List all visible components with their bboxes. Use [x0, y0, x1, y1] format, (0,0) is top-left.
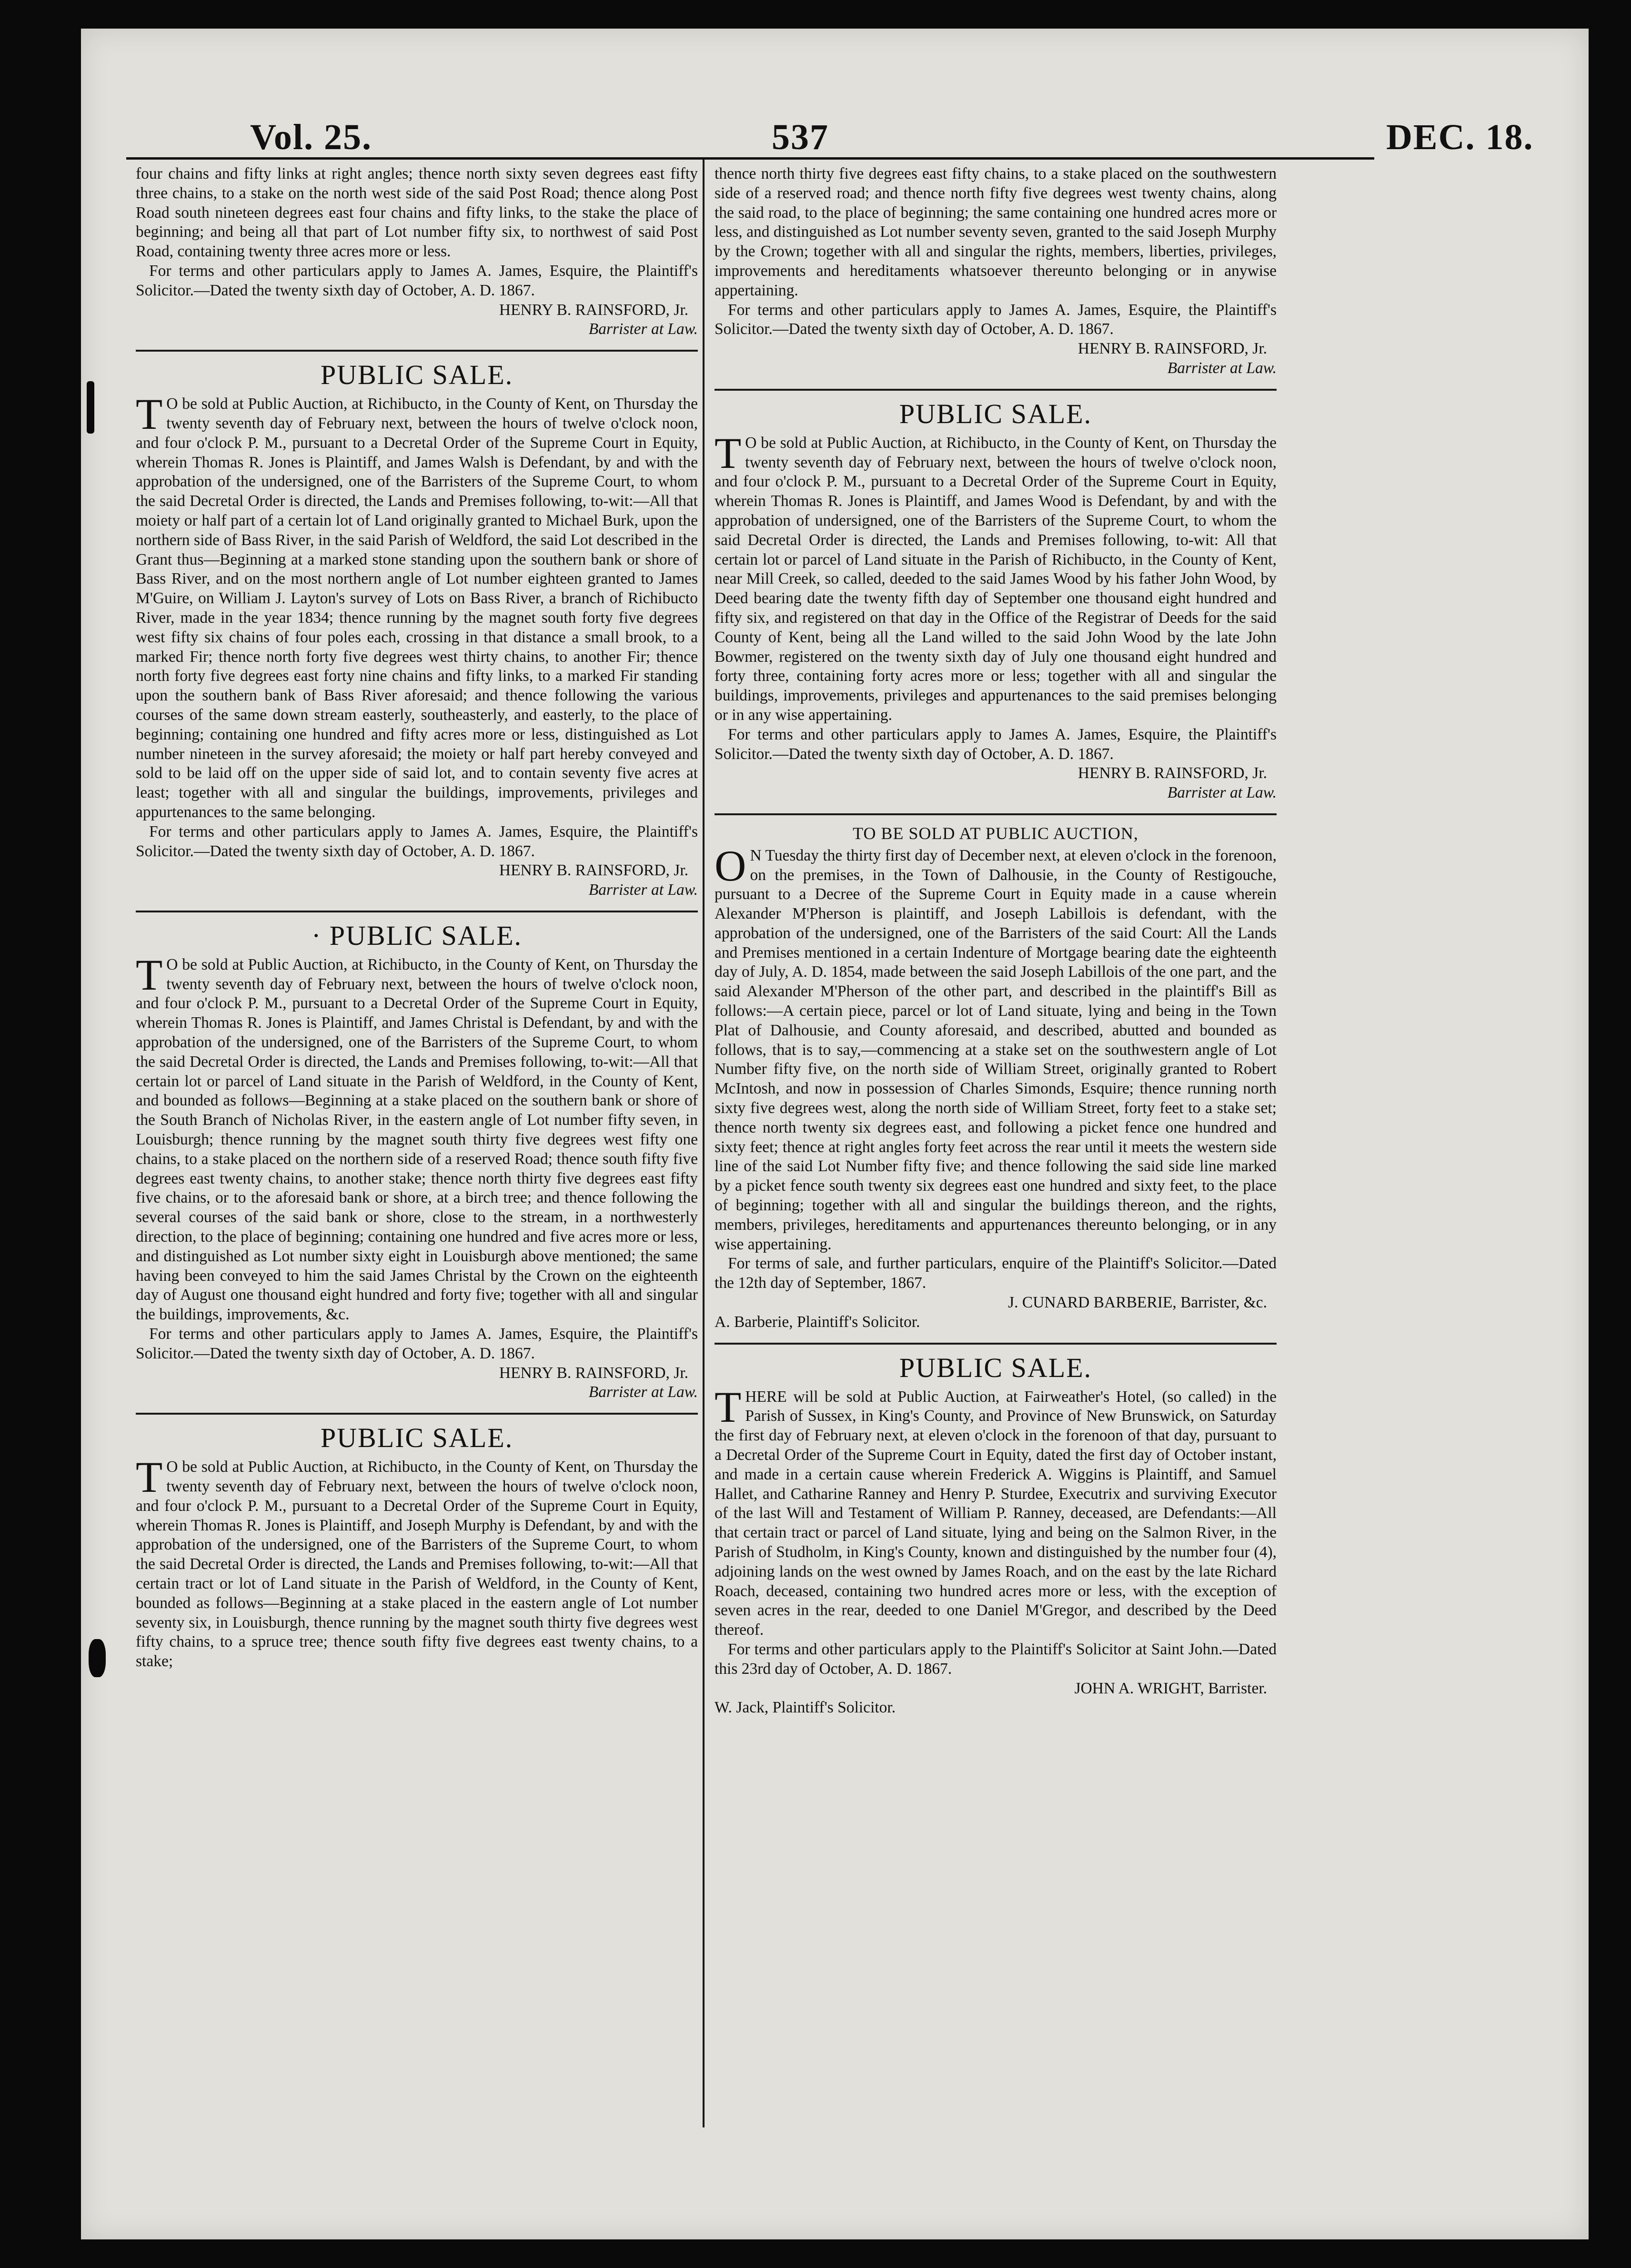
section-rule [715, 813, 1277, 815]
notice-body: TO be sold at Public Auction, at Richibucto, in the County of Kent, on Thursday the twenty seventh day of February next, between the hours of twelve o'clock noon, and four o'clock P. M., pursuant to a Decretal Order of the Supreme Court in Equity, wherein Thomas R. Jones is Plaintiff, and James Christal is Defendant, by and with the approbation of the undersigned, one of the Barristers of the Supreme Court, to whom the said Decretal Order is directed, the Lands and Premises following, to-wit:—All that certain lot or parcel of Land situate in the Parish of Weldford, in the County of Kent, and bounded as follows—Beginning at a stake placed on the southern bank or shore of the South Branch of Nicholas River, in the eastern angle of Lot number fifty seven, in Louisburgh; thence running by the magnet south thirty five degrees west fifty one chains, to a stake placed on the northern side of a reserved Road; thence south fifty five degrees east twenty chains, to another stake; thence north thirty five degrees east fifty five chains, or to the aforesaid bank or shore, at a birch tree; and thence following the several courses of the said bank or shore, close to the stream, in a northwesterly direction, to the place of beginning; containing one hundred and five acres more or less, and distinguished as Lot number sixty eight in Louisburgh above mentioned; the same having been conveyed to him the said James Christal by the Crown on the eighteenth day of August one thousand eight hundred and forty five; together with all and singular the buildings, improvements, &c. [136, 950, 698, 1324]
signature: HENRY B. RAINSFORD, Jr. [1077, 340, 1267, 358]
section-rule [715, 389, 1277, 391]
notice-heading: PUBLIC SALE. [320, 1422, 513, 1454]
solicitor-line: W. Jack, Plaintiff's Solicitor. [715, 1699, 896, 1717]
page-header [81, 29, 1589, 186]
signature-title: Barrister at Law. [588, 881, 698, 899]
notice-walsh [136, 360, 698, 900]
terms-text: For terms and other particulars apply to James A. James, Esquire, the Plaintiff's Solicitor.—Dated the twenty sixth day of October, A. D. 1867. [136, 262, 698, 299]
binding-mark [89, 1639, 106, 1677]
notice-wiggins [715, 1353, 1277, 1718]
continued-text: thence north thirty five degrees east fifty chains, to a stake placed on the southwestern side of a reserved road; and thence north fifty five degrees west twenty chains, along the said road, to the place of beginning; the same containing one hundred acres more or less, and distinguished as Lot number seventy seven, granted to the said Joseph Murphy by the Crown; together with all and singular the rights, members, liberties, privileges, improvements and hereditaments whatsoever thereunto belonging or in anywise appertaining. [715, 165, 1277, 299]
notice-christal [136, 921, 698, 1402]
notice-murphy [136, 1423, 698, 1671]
signature-title: Barrister at Law. [588, 1383, 698, 1401]
notice-heading: · PUBLIC SALE. [311, 920, 523, 951]
binding-mark [87, 381, 94, 434]
left-column [136, 164, 698, 1671]
terms-text: For terms and other particulars apply to James A. James, Esquire, the Plaintiff's Solicitor.—Dated the twenty sixth day of October, A. D. 1867. [715, 725, 1277, 763]
signature: HENRY B. RAINSFORD, Jr. [499, 861, 688, 880]
notice-heading: PUBLIC SALE. [899, 1352, 1092, 1383]
issue-date: DEC. 18. [1386, 117, 1534, 157]
column-divider [703, 160, 705, 2127]
notice-body: ON Tuesday the thirty first day of December next, at eleven o'clock in the forenoon, on the premises, in the Town of Dalhousie, in the County of Restigouche, pursuant to a Decree of the Supreme Court in Equity made in a cause wherein Alexander M'Pherson is plaintiff, and Joseph Labillois is defendant, with the approbation of the undersigned, one of the Barristers of the said Court: All the Lands and Premises mentioned in a certain Indenture of Mortgage bearing date the eighteenth day of July, A. D. 1854, made between the said Joseph Labillois of the one part, and the said Alexander M'Pherson of the other part, and described in the plaintiff's Bill as follows:—A certain piece, parcel or lot of Land situate, lying and being in the Town Plat of Dalhousie, and County aforesaid, and described, abutted and bounded as follows, that is to say,—commencing at a stake set on the southwestern angle of Lot Number fifty five, on the north side of William Street, originally granted to Robert McIntosh, and now in possession of Charles Simonds, Esquire; thence running north sixty five degrees west, along the north side of William Street, forty feet to a stake set; thence north twenty six degrees east, and following a picket fence one hundred and sixty feet; thence at right angles forty feet across the rear until it meets the western side line of the said Lot Number fifty five; and thence following the said side line marked by a picket fence south twenty six degrees east one hundred and sixty feet, to the place of beginning; together with all and singular the buildings thereon, and the rights, members, privileges, hereditaments and appurtenances thereunto belonging, or in any wise appertaining. [715, 841, 1277, 1253]
notice-heading: PUBLIC SALE. [320, 359, 513, 391]
section-rule [136, 911, 698, 912]
notice-heading: PUBLIC SALE. [899, 398, 1092, 429]
notice-wood [715, 399, 1277, 803]
notice-heading: TO BE SOLD AT PUBLIC AUCTION, [853, 823, 1138, 843]
terms-text: For terms of sale, and further particulars, enquire of the Plaintiff's Solicitor.—Dated the 12th day of September, 1867. [715, 1255, 1277, 1292]
signature: J. CUNARD BARBERIE, Barrister, &c. [1008, 1294, 1267, 1312]
volume-label: Vol. 25. [250, 117, 373, 157]
signature: HENRY B. RAINSFORD, Jr. [499, 301, 688, 319]
terms-text: For terms and other particulars apply to James A. James, Esquire, the Plaintiff's Solicitor.—Dated the twenty sixth day of October, A. D. 1867. [715, 301, 1277, 338]
terms-text: For terms and other particulars apply to James A. James, Esquire, the Plaintiff's Solicitor.—Dated the twenty sixth day of October, A. D. 1867. [136, 822, 698, 860]
signature: HENRY B. RAINSFORD, Jr. [1077, 764, 1267, 782]
right-column [715, 164, 1277, 1718]
section-rule [136, 350, 698, 352]
signature: HENRY B. RAINSFORD, Jr. [499, 1364, 688, 1382]
notice-body: TO be sold at Public Auction, at Richibucto, in the County of Kent, on Thursday the twenty seventh day of February next, between the hours of twelve o'clock noon, and four o'clock P. M., pursuant to a Decretal Order of the Supreme Court in Equity, wherein Thomas R. Jones is Plaintiff, and Joseph Murphy is Defendant, by and with the approbation of the undersigned, one of the Barristers of the Supreme Court, to whom the said Decretal Order is directed, the Lands and Premises following, to-wit:—All that certain tract or lot of Land situate in the Parish of Weldford, in the County of Kent, bounded as follows—Beginning at a stake placed in the eastern angle of Lot number seventy six, in Louisburgh, thence running by the magnet south thirty five degrees west fifty chains, to a spruce tree; thence south fifty five degrees east twenty chains, to a stake; [136, 1453, 698, 1671]
section-rule [136, 1413, 698, 1415]
notice-body: TO be sold at Public Auction, at Richibucto, in the County of Kent, on Thursday the twenty seventh day of February next, between the hours of twelve o'clock noon, and four o'clock P. M., pursuant to a Decretal Order of the Supreme Court in Equity, wherein Thomas R. Jones is Plaintiff, and James Walsh is Defendant, by and with the approbation of the undersigned, one of the Barristers of the Supreme Court, to whom the said Decretal Order is directed, the Lands and Premises following, to-wit:—All that moiety or half part of a certain lot of Land originally granted to Michael Burk, upon the northern side of Bass River, in the said Parish of Weldford, the said Lot described in the Grant thus—Beginning at a marked stone standing upon the southern bank or shore of Bass River, and on the most northern angle of Lot number eighteen granted to James M'Guire, on William J. Layton's survey of Lots on Bass River, a branch of Richibucto River, made in the year 1834; thence running by the magnet south forty five degrees west fifty six chains of four poles each, crossing in that distance a small brook, to a marked Fir; thence north forty five degrees west thirty chains, to another Fir; thence north forty five degrees east forty nine chains and fifty links, to a marked Fir standing upon the southern bank of Bass River aforesaid; and thence following the various courses of the same down stream easterly, southeasterly, and easterly, to the place of beginning; containing one hundred and fifty acres more or less, distinguished as Lot number nineteen in the survey aforesaid; the moiety or half part hereby conveyed and sold to be laid off on the upper side of said lot, and to contain seventy five acres at least; together with all and singular the buildings, improvements, privileges and appurtenances to the same belonging. [136, 390, 698, 821]
terms-text: For terms and other particulars apply to the Plaintiff's Solicitor at Saint John.—Dated this 23rd day of October, A. D. 1867. [715, 1640, 1277, 1678]
signature-title: Barrister at Law. [1167, 359, 1277, 377]
solicitor-line: A. Barberie, Plaintiff's Solicitor. [715, 1313, 920, 1331]
notice-labillois [715, 824, 1277, 1332]
notice-body: TO be sold at Public Auction, at Richibucto, in the County of Kent, on Thursday the twenty seventh day of February next, between the hours of twelve o'clock noon, and four o'clock P. M., pursuant to a Decretal Order of the Supreme Court in Equity, wherein Thomas R. Jones is Plaintiff, and James Wood is Defendant, by and with the approbation of undersigned, one of the Barristers of the Supreme Court, to whom the said Decretal Order is directed, the Lands and Premises following, to-wit: All that certain lot or parcel of Land situate in the Parish of Richibucto, in the County of Kent, near Mill Creek, so called, deeded to the said James Wood by his father John Wood, by Deed bearing date the twenty fifth day of September one thousand eight hundred and fifty six, and registered on that day in the Office of the Registrar of Deeds for the said County of Kent, being all the Land willed to the said John Wood by the late John Bowmer, registered on the twenty sixth day of July one thousand eight hundred and forty three, containing forty acres more or less; together with all and singular the buildings, improvements, privileges and appurtenances to the said premises belonging or in any wise appertaining. [715, 428, 1277, 724]
signature-title: Barrister at Law. [588, 320, 698, 338]
section-rule [715, 1343, 1277, 1345]
signature: JOHN A. WRIGHT, Barrister. [1074, 1679, 1267, 1697]
notice-body: THERE will be sold at Public Auction, at Fairweather's Hotel, (so called) in the Parish of Sussex, in King's County, and Province of New Brunswick, on Saturday the first day of February next, at eleven o'clock in the forenoon of that day, pursuant to a Decretal Order of the Supreme Court in Equity, dated the first day of October instant, and made in a certain cause wherein Frederick A. Wiggins is Plaintiff, and Samuel Hallet, and Catharine Ranney and Henry P. Sturdee, Executrix and surviving Executor of the last Will and Testament of William P. Ranney, deceased, are Defendants:—All that certain tract or parcel of Land situate, lying and being on the Salmon River, in the Parish of Studholm, in King's County, known and distinguished by the number four (4), adjoining lands on the west owned by James Roach, and on the east by the late Richard Roach, deceased, containing two hundred acres more or less, with the exception of seven acres in the rear, deeded to one Daniel M'Gregor, and described by the Deed thereof. [715, 1382, 1277, 1639]
continued-text: four chains and fifty links at right angles; thence north sixty seven degrees east fifty three chains, to a stake on the north west side of the said Post Road; thence along Post Road south nineteen degrees east four chains and fifty links, to the stake the place of beginning; and being all that part of Lot number fifty six, to northwest of said Post Road, containing twenty three acres more or less. [136, 165, 698, 261]
terms-text: For terms and other particulars apply to James A. James, Esquire, the Plaintiff's Solicitor.—Dated the twenty sixth day of October, A. D. 1867. [136, 1325, 698, 1362]
header-rule [126, 157, 1374, 160]
page-number: 537 [772, 117, 829, 157]
signature-title: Barrister at Law. [1167, 784, 1277, 802]
